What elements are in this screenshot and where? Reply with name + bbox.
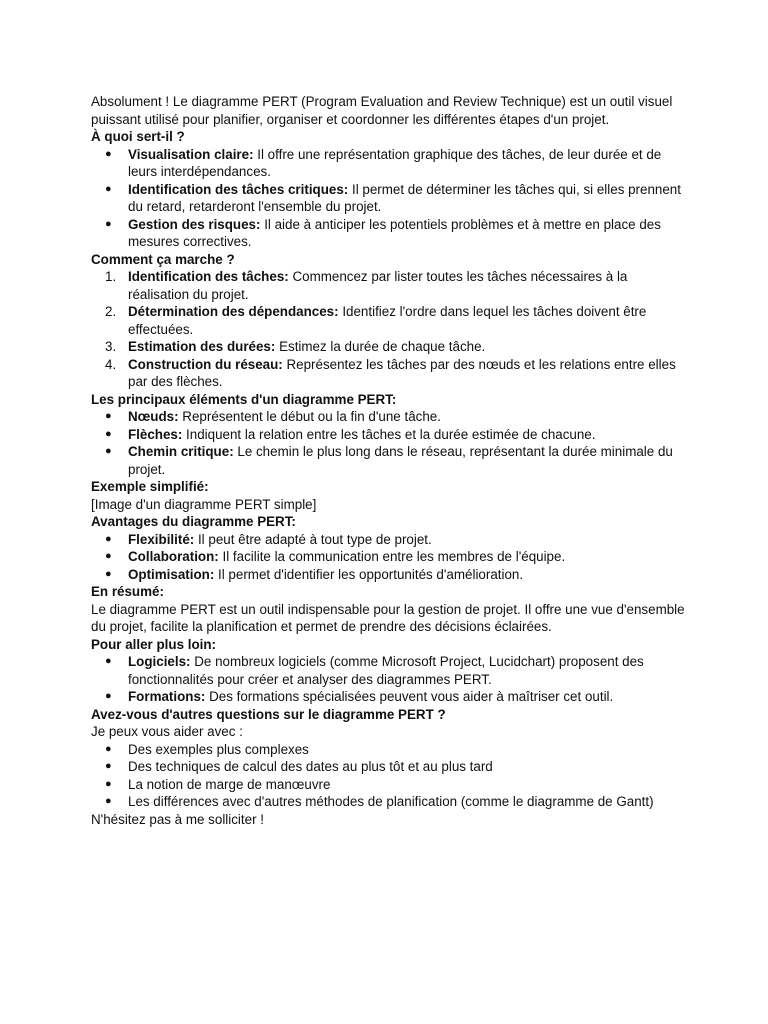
example-placeholder: [Image d'un diagramme PERT simple]: [91, 496, 317, 512]
list-item: ● Optimisation: Il permet d'identifier les opportunités d'amélioration.: [105, 566, 524, 582]
list-item: ● Des exemples plus complexes: [105, 741, 309, 757]
questions-list: [91, 741, 691, 811]
bullet-icon: ●: [105, 147, 112, 160]
further-heading: Pour aller plus loin:: [91, 636, 216, 652]
list-item: ● Les différences avec d'autres méthodes de planification (comme le diagramme de Gantt): [105, 794, 654, 809]
bullet-icon: ●: [105, 795, 112, 807]
intro-paragraph: Absolument ! Le diagramme PERT (Program Evaluation and Review Technique) est un outil visuel puissant utilisé pour planifier, organiser et coordonner les différentes étapes d'un projet.: [91, 94, 673, 127]
elements-heading: Les principaux éléments d'un diagramme PERT:: [91, 391, 397, 407]
list-item: 4. Construction du réseau: Représentez les tâches par des nœuds et les relations entre elles par des flèches.: [105, 356, 676, 389]
bullet-icon: ●: [105, 217, 112, 230]
purpose-heading: À quoi sert-il ?: [91, 129, 185, 144]
bullet-icon: ●: [105, 445, 112, 457]
list-item: 1. Identification des tâches: Commencez par lister toutes les tâches nécessaires à la réalisation du projet.: [105, 269, 628, 302]
bullet-icon: ●: [105, 655, 112, 667]
how-list: [91, 268, 691, 391]
advantages-list: [91, 531, 691, 584]
bullet-icon: ●: [105, 760, 112, 772]
bullet-icon: ●: [105, 410, 112, 422]
summary-paragraph: Le diagramme PERT est un outil indispensable pour la gestion de projet. Il offre une vue d'ensemble du projet, facilite la planification et permet de prendre des décisions éclairées.: [91, 601, 685, 634]
list-item: 2. Détermination des dépendances: Identifiez l'ordre dans lequel les tâches doivent être effectuées.: [105, 304, 647, 337]
how-heading: Comment ça marche ?: [91, 251, 235, 267]
list-item: ● Des techniques de calcul des dates au plus tôt et au plus tard: [105, 759, 493, 774]
bullet-icon: ●: [105, 427, 112, 440]
list-item: ● Gestion des risques: Il aide à anticiper les potentiels problèmes et à mettre en place des mesures correctives.: [105, 216, 661, 249]
bullet-icon: ●: [105, 550, 112, 562]
bullet-icon: ●: [105, 182, 112, 195]
advantages-heading: Avantages du diagramme PERT:: [91, 514, 296, 529]
further-list: [91, 653, 691, 706]
bullet-icon: ●: [105, 742, 112, 755]
list-number: 3.: [105, 339, 117, 354]
summary-heading: En résumé:: [91, 584, 164, 599]
list-number: 4.: [105, 356, 117, 372]
example-heading: Exemple simplifié:: [91, 479, 209, 494]
list-item: ● Formations: Des formations spécialisées peuvent vous aider à maîtriser cet outil.: [105, 689, 614, 704]
bullet-icon: ●: [105, 777, 112, 790]
list-number: 2.: [105, 304, 117, 319]
list-item: 3. Estimation des durées: Estimez la durée de chaque tâche.: [105, 339, 486, 354]
document-body: [91, 93, 691, 828]
questions-heading: Avez-vous d'autres questions sur le diagramme PERT ?: [91, 706, 446, 722]
list-item: ● Visualisation claire: Il offre une représentation graphique des tâches, de leur durée et de leurs interdépendances.: [105, 146, 662, 179]
questions-intro: Je peux vous aider avec :: [91, 724, 243, 739]
bullet-icon: ●: [105, 567, 112, 580]
list-item: ● Chemin critique: Le chemin le plus long dans le réseau, représentant la durée minimale du projet.: [105, 444, 673, 477]
list-item: ● La notion de marge de manœuvre: [105, 776, 331, 792]
list-item: ● Logiciels: De nombreux logiciels (comme Microsoft Project, Lucidchart) proposent des fonctionnalités pour créer et analyser des diagrammes PERT.: [105, 654, 644, 687]
list-item: ● Collaboration: Il facilite la communication entre les membres de l'équipe.: [105, 549, 566, 564]
purpose-list: [91, 146, 691, 251]
bullet-icon: ●: [105, 532, 112, 545]
list-item: ● Flexibilité: Il peut être adapté à tout type de projet.: [105, 531, 432, 547]
list-item: ● Flèches: Indiquent la relation entre les tâches et la durée estimée de chacune.: [105, 426, 596, 442]
list-item: ● Nœuds: Représentent le début ou la fin d'une tâche.: [105, 409, 441, 424]
closing-line: N'hésitez pas à me solliciter !: [91, 811, 264, 827]
list-number: 1.: [105, 269, 117, 284]
list-item: ● Identification des tâches critiques: Il permet de déterminer les tâches qui, si elles prennent du retard, retarderont l'ensemble du projet.: [105, 181, 681, 214]
bullet-icon: ●: [105, 690, 112, 702]
elements-list: [91, 408, 691, 478]
